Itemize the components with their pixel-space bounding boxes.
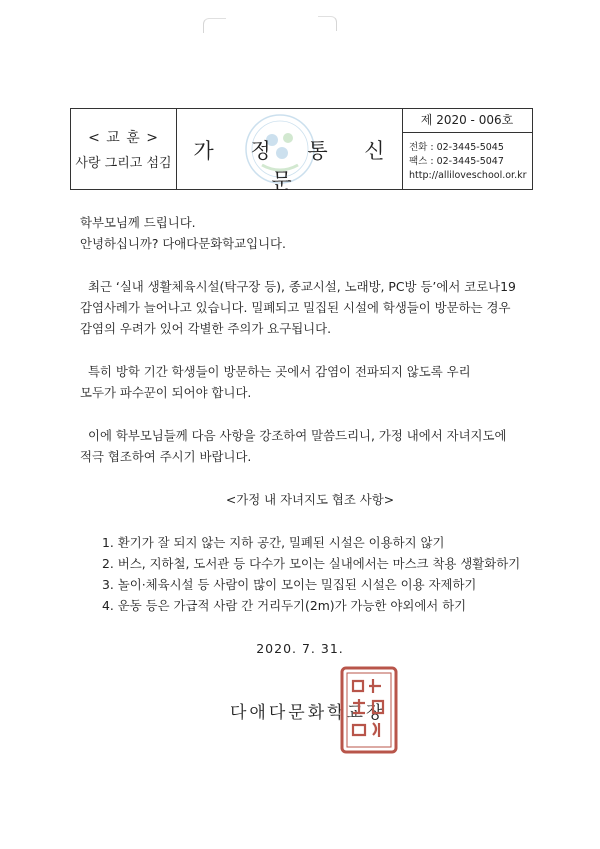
title-cell: [176, 109, 403, 193]
scan-artifact: [203, 18, 226, 33]
phone-number: 전화 : 02-3445-5045: [409, 142, 504, 153]
guideline-item: 1. 환기가 잘 되지 않는 지하 공간, 밀폐된 시설은 이용하지 않기: [102, 535, 445, 550]
paragraph-line: 모두가 파수꾼이 되어야 합니다.: [80, 385, 252, 400]
fax-number: 팩스 : 02-3445-5047: [409, 156, 504, 167]
official-seal-icon: [339, 665, 399, 755]
issue-cell: [402, 109, 532, 189]
scan-artifact: [318, 16, 337, 31]
issue-date: 2020. 7. 31.: [256, 641, 344, 656]
greeting-line: 안녕하십니까? 다애다문화학교입니다.: [80, 236, 286, 251]
greeting-line: 학부모님께 드립니다.: [80, 215, 196, 230]
paragraph-line: 감염의 우려가 있어 각별한 주의가 요구됩니다.: [80, 321, 332, 336]
section-title: <가정 내 자녀지도 협조 사항>: [225, 492, 395, 507]
newsletter-title: 가 정 통 신 문: [193, 139, 400, 193]
paragraph-line: 이에 학부모님들께 다음 사항을 강조하여 말씀드리니, 가정 내에서 자녀지도에: [88, 428, 507, 443]
motto-cell: [71, 109, 177, 189]
motto-text: 사랑 그리고 섬김: [75, 156, 172, 171]
letter-body: [80, 212, 540, 616]
motto-title: < 교 훈 >: [88, 130, 159, 146]
paragraph-line: 최근 ‘실내 생활체육시설(탁구장 등), 종교시설, 노래방, PC방 등’에서 코로나19: [88, 279, 516, 294]
principal-signature: 다애다문화학교장: [230, 703, 386, 723]
paragraph-line: 감염사례가 늘어나고 있습니다. 밀폐되고 밀집된 시설에 학생들이 방문하는 경우: [80, 300, 511, 315]
paragraph-line: 적극 협조하여 주시기 바랍니다.: [80, 449, 252, 464]
website-link[interactable]: http://alliloveschool.or.kr: [409, 170, 527, 181]
guideline-item: 3. 놀이·체육시설 등 사람이 많이 모이는 밀집된 시설은 이용 자제하기: [102, 577, 477, 592]
contact-info: [409, 141, 527, 183]
issue-number: 제 2020 - 006호: [402, 109, 532, 133]
paragraph-line: 특히 방학 기간 학생들이 방문하는 곳에서 감염이 전파되지 않도록 우리: [88, 364, 471, 379]
guideline-list: [80, 532, 540, 616]
guideline-item: 2. 버스, 지하철, 도서관 등 다수가 모이는 실내에서는 마스크 착용 생활화하기: [102, 556, 521, 571]
letterhead-box: [70, 108, 533, 193]
guideline-item: 4. 운동 등은 가급적 사람 간 거리두기(2m)가 가능한 야외에서 하기: [102, 598, 467, 613]
